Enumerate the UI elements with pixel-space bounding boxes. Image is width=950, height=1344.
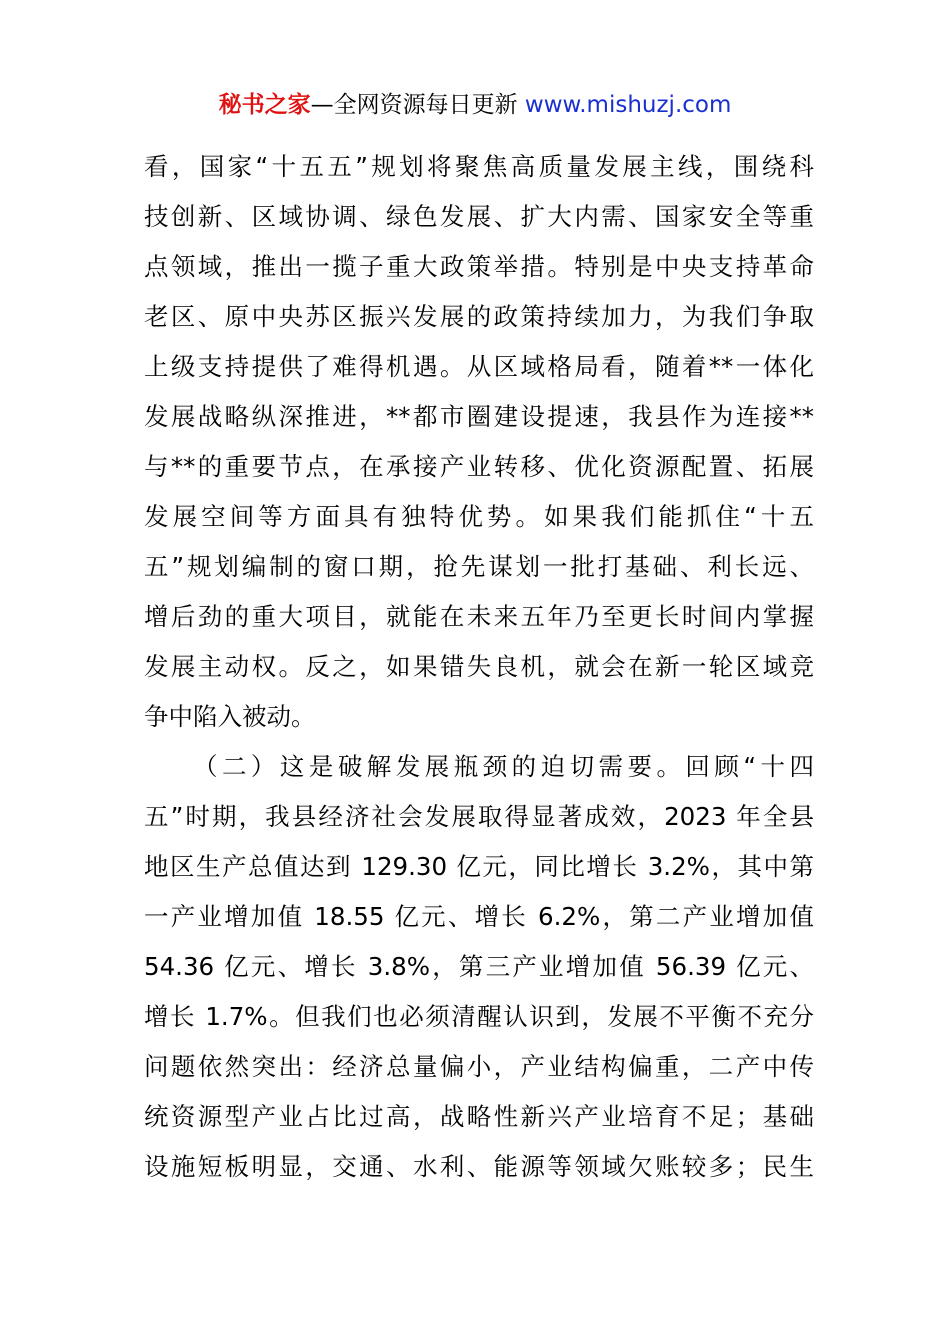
brand-name: 秘书之家: [218, 92, 311, 118]
body-line: 增长 1.7%。但我们也必须清醒认识到，发展不平衡不充分: [144, 1002, 814, 1031]
body-line: 点领域，推出一揽子重大政策举措。特别是中央支持革命: [144, 252, 814, 281]
body-line: 一产业增加值 18.55 亿元、增长 6.2%，第二产业增加值: [144, 902, 814, 931]
body-line: 地区生产总值达到 129.30 亿元，同比增长 3.2%，其中第: [144, 852, 814, 881]
body-line: 增后劲的重大项目，就能在未来五年乃至更长时间内掌握: [144, 602, 814, 631]
body-line: 设施短板明显，交通、水利、能源等领域欠账较多；民生: [144, 1152, 814, 1181]
body-line: 54.36 亿元、增长 3.8%，第三产业增加值 56.39 亿元、: [144, 952, 814, 981]
document-body: [144, 142, 814, 1192]
body-line: 看，国家“十五五”规划将聚焦高质量发展主线，围绕科: [144, 152, 814, 181]
body-line: 发展主动权。反之，如果错失良机，就会在新一轮区域竞: [144, 652, 814, 681]
body-line: 老区、原中央苏区振兴发展的政策持续加力，为我们争取: [144, 302, 814, 331]
body-line: 五”规划编制的窗口期，抢先谋划一批打基础、利长远、: [144, 552, 814, 581]
body-line: 技创新、区域协调、绿色发展、扩大内需、国家安全等重: [144, 202, 814, 231]
body-line: 上级支持提供了难得机遇。从区域格局看，随着**一体化: [144, 352, 814, 381]
body-line: 五”时期，我县经济社会发展取得显著成效，2023 年全县: [144, 802, 814, 831]
body-line: 争中陷入被动。: [144, 702, 316, 731]
body-line: 发展空间等方面具有独特优势。如果我们能抓住“十五: [144, 502, 814, 531]
page-header: [0, 88, 950, 122]
body-line: 与**的重要节点，在承接产业转移、优化资源配置、拓展: [144, 452, 814, 481]
body-line: 问题依然突出：经济总量偏小，产业结构偏重，二产中传: [144, 1052, 814, 1081]
body-line: 统资源型产业占比过高，战略性新兴产业培育不足；基础: [144, 1102, 814, 1131]
website-link[interactable]: www.mishuzj.com: [524, 92, 732, 118]
header-tagline: —全网资源每日更新: [310, 92, 525, 118]
body-line: 发展战略纵深推进，**都市圈建设提速，我县作为连接**: [144, 402, 814, 431]
section-heading-line: （二）这是破解发展瓶颈的迫切需要。回顾“十四: [193, 752, 814, 781]
